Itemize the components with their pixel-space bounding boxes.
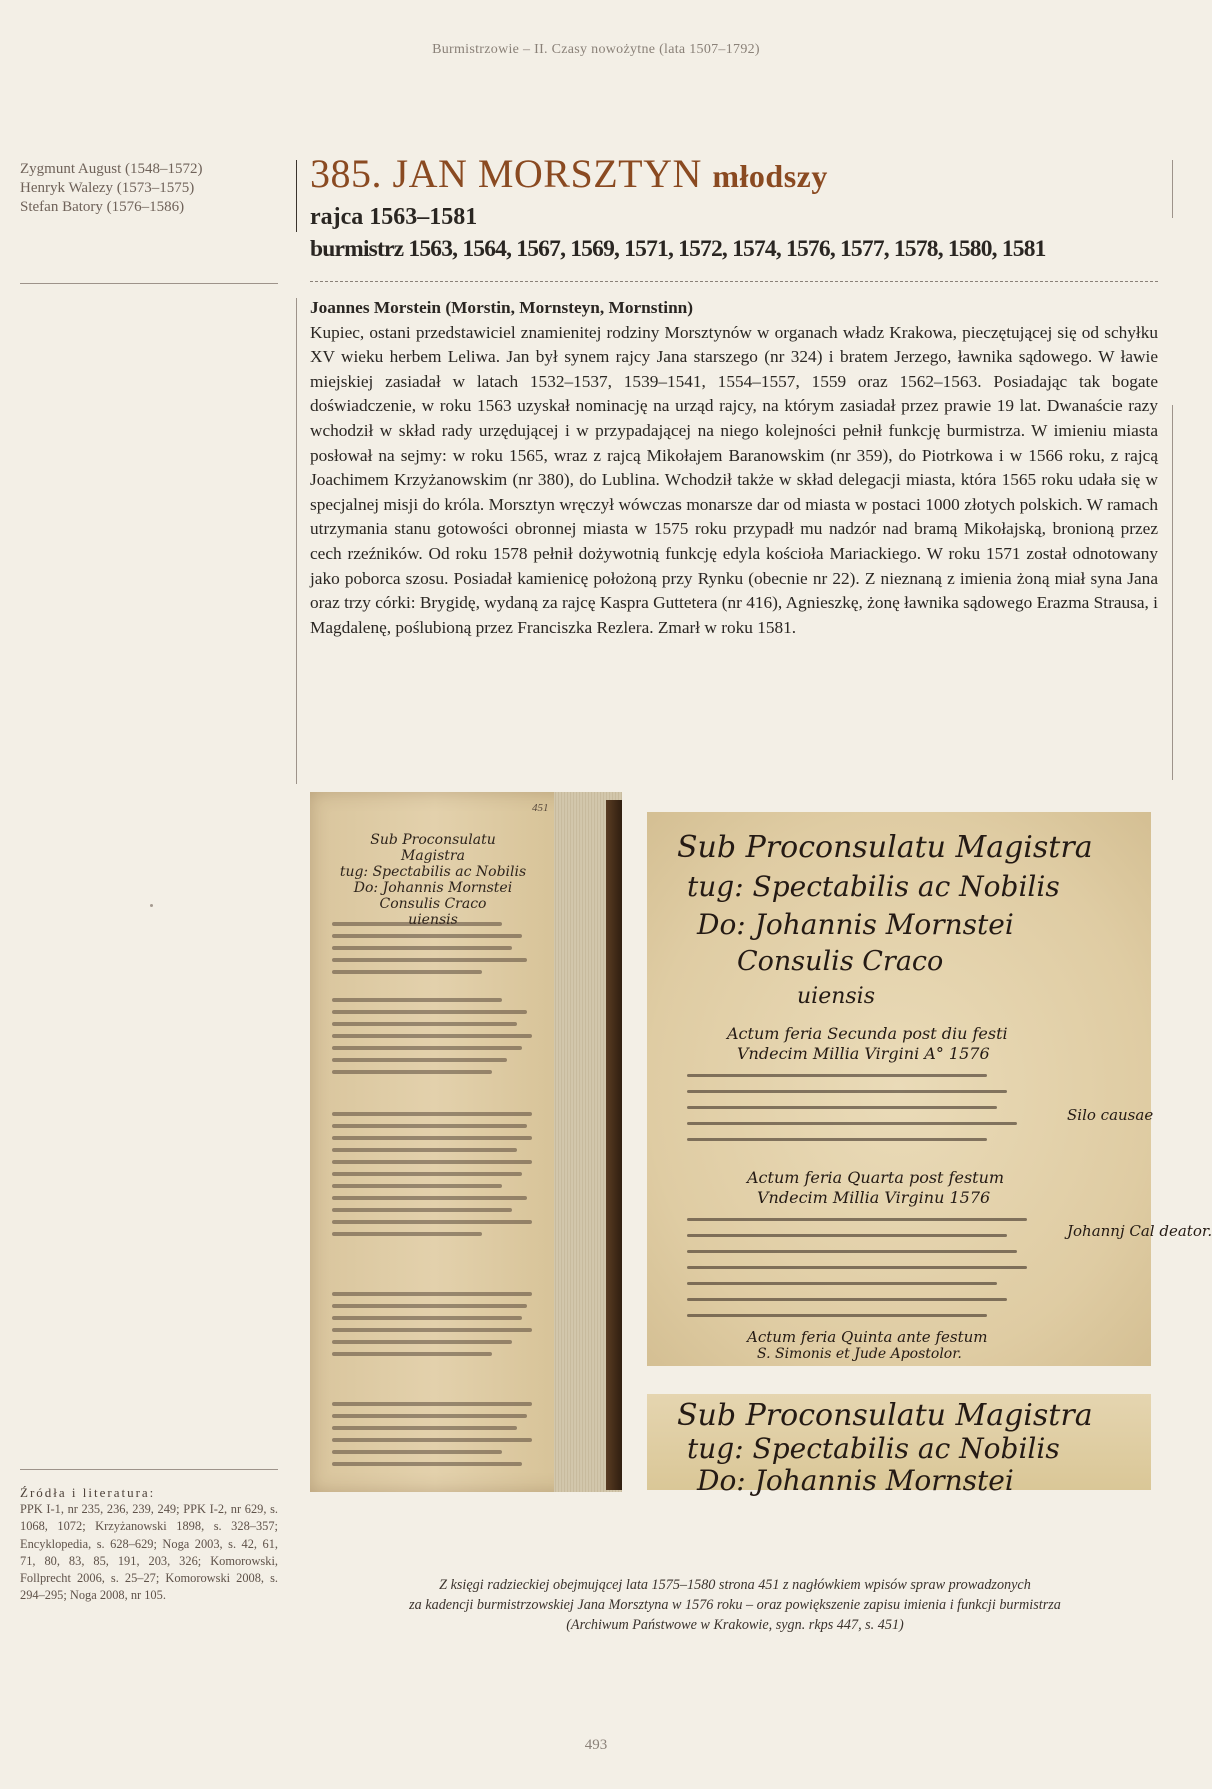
right-margin-line-lower — [1172, 405, 1173, 780]
manuscript-script-line — [687, 1314, 987, 1317]
ruler-item: Henryk Walezy (1573–1575) — [20, 180, 195, 196]
handwriting-line — [332, 970, 482, 974]
right-margin-line — [1172, 160, 1173, 218]
manuscript-heading-line: Consulis Craco — [737, 946, 944, 977]
manuscript-script-line — [687, 1106, 997, 1109]
entry-suffix: młodszy — [712, 158, 828, 194]
book-heading: Sub Proconsulatu Magistra tug: Spectabilis ac Nobilis Do: Johannis Mornstei Consulis Craco uiensis — [339, 832, 527, 928]
manuscript-script-line — [687, 1250, 1017, 1253]
latin-name: Joannes Morstein (Morstin, Mornsteyn, Mornstinn) — [310, 298, 694, 317]
left-divider — [20, 283, 278, 284]
handwriting-line — [332, 1352, 492, 1356]
manuscript-script-line — [687, 1266, 1027, 1269]
handwriting-line — [332, 1426, 517, 1430]
book-cover — [606, 800, 622, 1490]
sources-heading: Źródła i literatura: — [20, 1485, 156, 1500]
manuscript-margin-note: Silo causae — [1067, 1106, 1154, 1124]
manuscript-script-line — [687, 1138, 987, 1141]
handwriting-line — [332, 1438, 532, 1442]
manuscript-acta-line: S. Simonis et Jude Apostolor. — [757, 1346, 962, 1362]
sources-text: PPK I-1, nr 235, 236, 239, 249; PPK I-2, nr 629, s. 1068, 1072; Krzyżanowski 1898, s. 328–357; Encyklopedia, s. 628–629; Noga 2003, s. 42, 61, 71, 80, 83, 85, 191, 203, 326; Komorowski, Follprecht 2006, s. 25–27; Komorowski 2008, s. 294–295; Noga 2008, nr 105. — [20, 1502, 278, 1603]
ruler-item: Stefan Batory (1576–1586) — [20, 199, 185, 215]
handwriting-line — [332, 1328, 532, 1332]
biography-text: Kupiec, ostani przedstawiciel znamienitej rodziny Morsztynów w organach władz Krakowa, pieczętującej się od schyłku XV wieku herbem Leliwa. Jan był synem rajcy Jana starszego (nr 324) i bratem Jerzego, ławnika sądowego. W ławie miejskiej zasiadał w latach 1532–1537, 1539–1541, 1554–1557, 1559 oraz 1562–1563. Posiadając tak bogate doświadczenie, w roku 1563 uzyskał nominację na urząd rajcy, na którym zasiadał przez prawie 19 lat. Dwanaście razy wchodził w skład rady urzędującej i w przypadającej na niego kolejności pełnił funkcję burmistrza. W imieniu miasta posłował na sejmy: w roku 1565, wraz z rajcą Mikołajem Baranowskim (nr 359), do Piotrkowa i w 1566 roku, z rajcą Joachimem Krzyżanowskim (nr 380), do Lublina. Wchodził także w skład delegacji miasta, która 1565 roku udała się w specjalnej misji do króla. Morsztyn wręczył wówczas monarsze dar od miasta w postaci 1000 złotych polskich. W ramach utrzymania stanu gotowości obronnej miasta w 1575 roku przypadł mu nadzór nad bramą Mikołajską, bronioną przez cech rzeźników. Od roku 1578 pełnił dożywotnią funkcję edyla kościoła Mariackiego. W roku 1571 został odnotowany jako poborca szosu. Posiadał kamienicę położoną przy Rynku (obecnie nr 22). Z nieznaną z imienia żoną miał syna Jana oraz trzy córki: Brygidę, wydaną za rajcę Kaspra Guttetera (nr 416), Agnieszkę, żonę ławnika sądowego Erazma Strausa, i Magdalenę, poślubioną przez Franciszka Rezlera. Zmarł w roku 1581. — [310, 322, 1158, 637]
manuscript-script-line — [687, 1282, 997, 1285]
manuscript-heading-line: Do: Johannis Mornstei — [697, 908, 1014, 941]
manuscript-acta-line: Actum feria Quinta ante festum — [747, 1328, 988, 1346]
handwriting-line — [332, 1058, 507, 1062]
caption-line: za kadencji burmistrzowskiej Jana Morsztyna w 1576 roku – oraz powiększenie zapisu imienia i funkcji burmistrza — [409, 1597, 1061, 1613]
body-margin-line — [296, 298, 297, 784]
manuscript-script-line — [687, 1074, 987, 1077]
manuscript-heading-line: Do: Johannis Mornstei — [697, 1464, 1014, 1497]
handwriting-line — [332, 1070, 492, 1074]
manuscript-acta-line: Vndecim Millia Virgini A° 1576 — [737, 1044, 990, 1063]
handwriting-line — [332, 1450, 502, 1454]
handwriting-line — [332, 934, 522, 938]
handwriting-line — [332, 1402, 532, 1406]
handwriting-line — [332, 1034, 532, 1038]
manuscript-script-line — [687, 1090, 1007, 1093]
entry-burmistrz: burmistrz 1563, 1564, 1567, 1569, 1571, 1572, 1574, 1576, 1577, 1578, 1580, 1581 — [310, 236, 1046, 262]
manuscript-heading-line: tug: Spectabilis ac Nobilis — [687, 1432, 1060, 1465]
heading-divider — [310, 281, 1158, 282]
handwriting-line — [332, 1220, 532, 1224]
sources-divider — [20, 1469, 278, 1470]
manuscript-heading-line: uiensis — [797, 984, 876, 1009]
handwriting-line — [332, 1184, 502, 1188]
handwriting-line — [332, 1046, 522, 1050]
handwriting-line — [332, 1292, 532, 1296]
sources — [20, 1484, 278, 1604]
page-number: 493 — [584, 1737, 608, 1753]
handwriting-line — [332, 1414, 527, 1418]
manuscript-zoom-strip — [647, 1394, 1151, 1497]
handwriting-line — [332, 1160, 532, 1164]
caption-line: Z księgi radzieckiej obejmującej lata 1575–1580 strona 451 z nagłówkiem wpisów spraw prowadzonych — [439, 1577, 1031, 1593]
handwriting-line — [332, 1172, 522, 1176]
manuscript-detail-photo — [647, 812, 1212, 1366]
caption-line: (Archiwum Państwowe w Krakowie, sygn. rkps 447, s. 451) — [566, 1617, 904, 1633]
handwriting-line — [332, 922, 502, 926]
manuscript-script-line — [687, 1122, 1017, 1125]
manuscript-acta-line: Actum feria Quarta post festum — [747, 1168, 1005, 1187]
margin-dot — [150, 904, 153, 907]
manuscript-page-number: 451 — [532, 802, 549, 814]
biography — [310, 296, 1158, 640]
handwriting-line — [332, 1304, 527, 1308]
handwriting-line — [332, 1112, 532, 1116]
handwriting-line — [332, 1316, 522, 1320]
handwriting-line — [332, 1196, 527, 1200]
handwriting-line — [332, 1148, 517, 1152]
manuscript-book-photo — [310, 792, 622, 1492]
handwriting-line — [332, 1010, 527, 1014]
entry-name: JAN MORSZTYN — [392, 151, 702, 196]
handwriting-line — [332, 958, 527, 962]
handwriting-line — [332, 1208, 512, 1212]
entry-number: 385. — [310, 151, 382, 196]
ruler-item: Zygmunt August (1548–1572) — [20, 161, 203, 177]
title-margin-line — [296, 160, 297, 232]
rulers-list — [20, 160, 275, 217]
handwriting-line — [332, 1124, 527, 1128]
manuscript-script-line — [687, 1218, 1027, 1221]
figure-caption — [330, 1575, 1140, 1635]
manuscript-script-line — [687, 1298, 1007, 1301]
manuscript-script-line — [687, 1234, 1007, 1237]
manuscript-acta-line: Vndecim Millia Virginu 1576 — [757, 1188, 991, 1207]
entry-rajca: rajca 1563–1581 — [310, 204, 478, 230]
handwriting-line — [332, 1340, 512, 1344]
handwriting-line — [332, 1022, 517, 1026]
running-header: Burmistrzowie – II. Czasy nowożytne (lata 1507–1792) — [432, 42, 760, 57]
handwriting-line — [332, 946, 512, 950]
manuscript-heading-line: Sub Proconsulatu Magistra — [677, 1398, 1093, 1433]
manuscript-margin-note: Johannj Cal deator. — [1067, 1222, 1212, 1240]
handwriting-line — [332, 1232, 482, 1236]
handwriting-line — [332, 1136, 532, 1140]
handwriting-line — [332, 1462, 522, 1466]
manuscript-acta-line: Actum feria Secunda post diu festi — [727, 1024, 1008, 1043]
handwriting-line — [332, 998, 502, 1002]
manuscript-heading-line: Sub Proconsulatu Magistra — [677, 830, 1093, 865]
manuscript-heading-line: tug: Spectabilis ac Nobilis — [687, 870, 1060, 903]
entry-title — [310, 150, 828, 197]
